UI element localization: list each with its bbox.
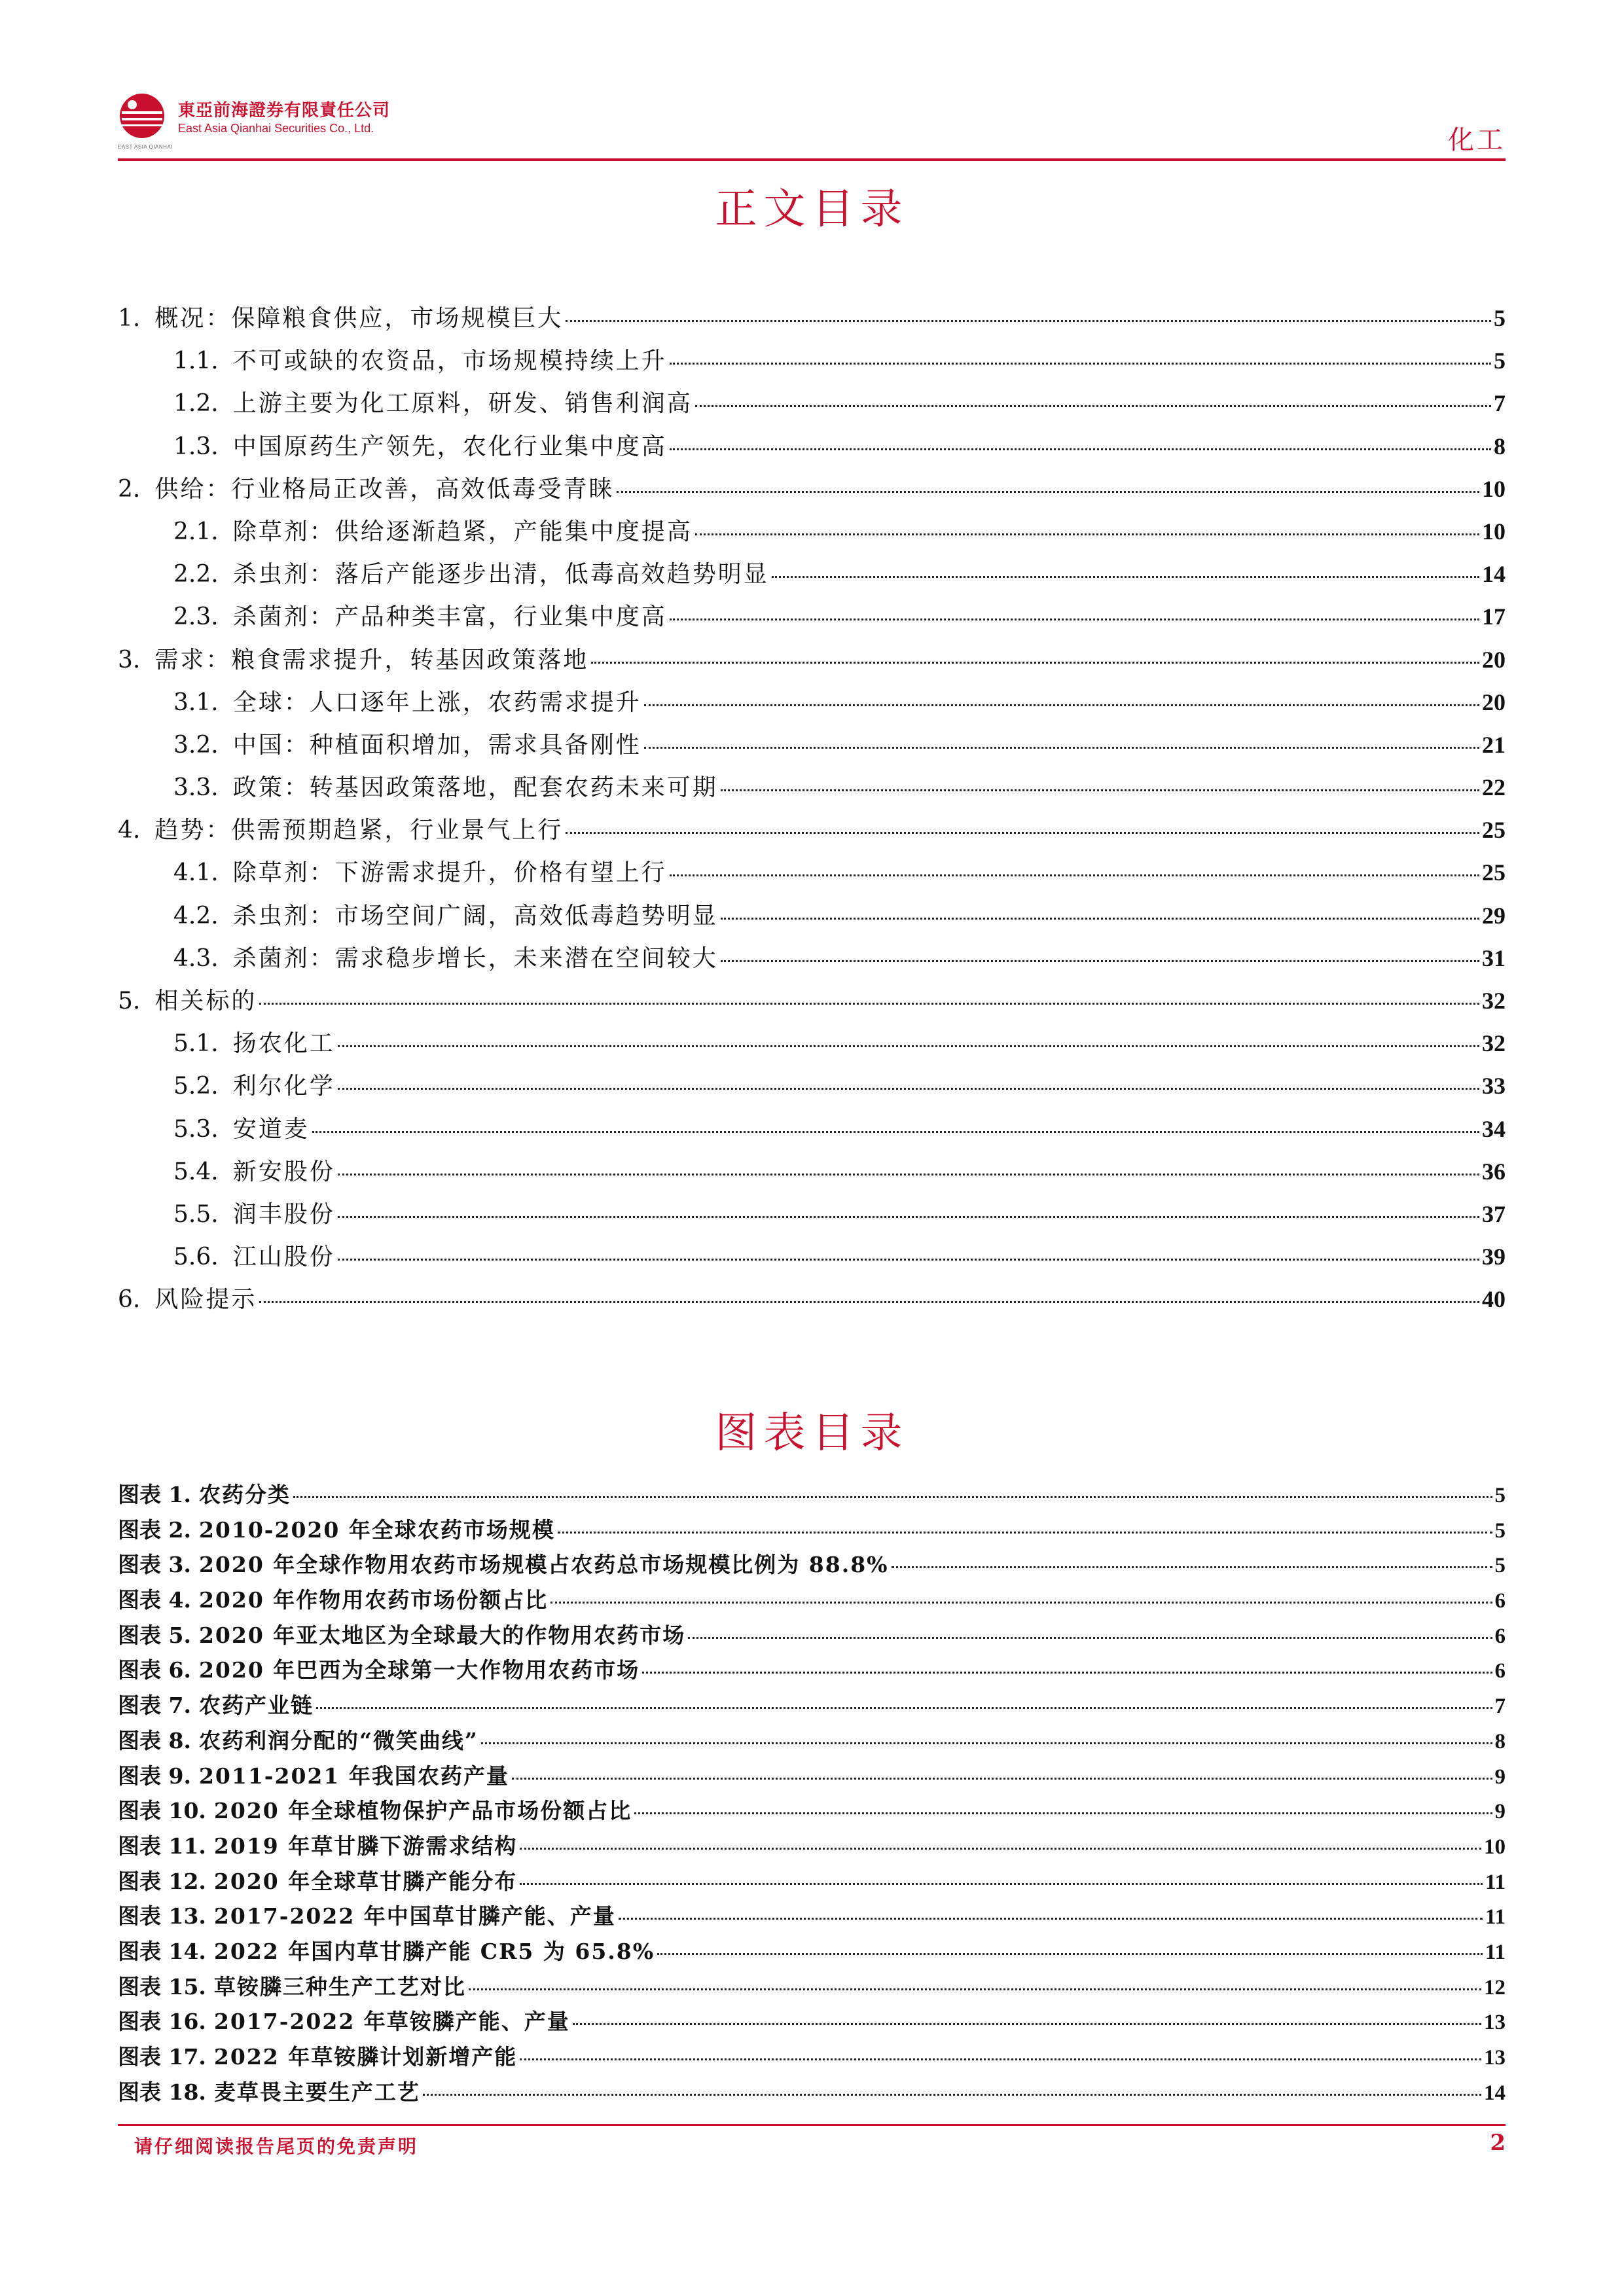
toc-entry-page: 10 <box>1482 518 1506 545</box>
figure-entry-label: 图表 17. <box>118 2044 206 2070</box>
dot-leader <box>423 2094 1481 2096</box>
toc-entry-number: 6. <box>118 1286 141 1314</box>
dot-leader <box>338 1045 1479 1047</box>
toc-entry-number: 1.1. <box>173 348 219 375</box>
toc-entry-number: 5.6. <box>173 1244 219 1271</box>
figure-entry-page: 5 <box>1494 1554 1506 1578</box>
figure-entry[interactable] <box>118 1689 1506 1724</box>
toc-entry-title: 扬农化工 <box>232 1030 335 1058</box>
toc-entry-title: 政策：转基因政策落地，配套农药未来可期 <box>232 774 718 802</box>
dot-leader <box>520 2058 1481 2060</box>
company-logo-icon <box>118 92 166 140</box>
figure-entry-page: 8 <box>1494 1729 1506 1753</box>
dot-leader <box>619 1918 1483 1920</box>
dot-leader <box>338 1174 1479 1175</box>
toc-entry-number: 4.1. <box>173 859 219 887</box>
toc-entry-number: 3.2. <box>173 731 219 759</box>
dot-leader <box>721 789 1479 791</box>
toc-entry[interactable] <box>118 1111 1506 1153</box>
toc-entry-title: 全球：人口逐年上涨，农药需求提升 <box>232 689 641 716</box>
toc-entry[interactable] <box>118 513 1506 556</box>
toc-entry-title: 润丰股份 <box>232 1200 335 1228</box>
figure-entry[interactable] <box>118 1513 1506 1549</box>
disclaimer-note: 请仔细阅读报告尾页的免责声明 <box>134 2136 419 2157</box>
figure-entry-title: 2020 年全球草甘膦产能分布 <box>213 1868 518 1894</box>
toc-entry[interactable] <box>118 556 1506 598</box>
toc-entry-title: 杀菌剂：需求稳步增长，未来潜在空间较大 <box>232 944 718 972</box>
toc-entry-title: 除草剂：供给逐渐趋紧，产能集中度提高 <box>232 518 693 545</box>
toc-entry-title: 趋势：供需预期趋紧，行业景气上行 <box>154 817 564 844</box>
figure-entry-title: 2022 年草铵膦计划新增产能 <box>213 2044 518 2070</box>
toc-entry-number: 2.3. <box>173 603 219 631</box>
dot-leader <box>338 1088 1479 1090</box>
figure-entry[interactable] <box>118 1935 1506 1970</box>
toc-entry-page: 22 <box>1482 774 1506 801</box>
toc-entry-page: 21 <box>1482 731 1506 758</box>
toc-entry-title: 新安股份 <box>232 1158 335 1185</box>
toc-entry-title: 江山股份 <box>232 1244 335 1271</box>
dot-leader <box>566 320 1491 322</box>
figure-entry[interactable] <box>118 1794 1506 1829</box>
dot-leader <box>695 533 1479 535</box>
dot-leader <box>520 1848 1481 1850</box>
toc-entry[interactable] <box>118 982 1506 1025</box>
toc-entry-page: 25 <box>1482 817 1506 844</box>
toc-entry[interactable] <box>118 641 1506 684</box>
figure-entry-label: 图表 8. <box>118 1727 191 1753</box>
toc-entry[interactable] <box>118 385 1506 427</box>
dot-leader <box>469 1988 1481 1990</box>
toc-entry[interactable] <box>118 726 1506 769</box>
figure-entry-page: 7 <box>1494 1695 1506 1719</box>
sector-label: 化工 <box>1448 125 1506 155</box>
figure-entry-title: 2010-2020 年全球农药市场规模 <box>198 1516 555 1543</box>
figure-entry-label: 图表 10. <box>118 1798 206 1824</box>
figure-entry-title: 2020 年全球植物保护产品市场份额占比 <box>213 1798 632 1824</box>
toc-entry-number: 5.1. <box>173 1030 219 1058</box>
toc-entry[interactable] <box>118 897 1506 940</box>
company-name-en: East Asia Qianhai Securities Co., Ltd. <box>178 122 374 135</box>
toc-entry-title: 杀菌剂：产品种类丰富，行业集中度高 <box>232 603 667 631</box>
toc-entry-page: 25 <box>1482 859 1506 886</box>
toc-entry-page: 20 <box>1482 646 1506 673</box>
figure-entry-title: 2017-2022 年中国草甘膦产能、产量 <box>213 1903 616 1929</box>
figure-entry-title: 2022 年国内草甘膦产能 CR5 为 65.8% <box>213 1938 655 1964</box>
toc-entry-page: 33 <box>1482 1073 1506 1100</box>
toc-entry-number: 5.4. <box>173 1158 219 1185</box>
toc-entry-number: 3.1. <box>173 689 219 716</box>
figure-entry-page: 10 <box>1484 1835 1506 1859</box>
toc-entry-number: 3.3. <box>173 774 219 802</box>
figure-entry-page: 6 <box>1494 1589 1506 1613</box>
figure-entry[interactable] <box>118 1619 1506 1654</box>
dot-leader <box>892 1566 1492 1568</box>
toc-entry-title: 中国原药生产领先，农化行业集中度高 <box>232 433 667 460</box>
toc-entry[interactable] <box>118 598 1506 641</box>
figure-entry-page: 13 <box>1484 2011 1506 2035</box>
figure-entry[interactable] <box>118 2005 1506 2040</box>
page-number: 2 <box>1490 2130 1506 2156</box>
dot-leader <box>721 960 1479 962</box>
dot-leader <box>558 1532 1492 1534</box>
toc-entry-page: 5 <box>1494 348 1506 374</box>
toc-entry-page: 8 <box>1494 433 1506 459</box>
figure-entry[interactable] <box>118 2040 1506 2075</box>
dot-leader <box>481 1742 1492 1744</box>
figure-entry-label: 图表 7. <box>118 1693 191 1719</box>
dot-leader <box>566 832 1479 834</box>
dot-leader <box>688 1637 1492 1639</box>
figure-entry[interactable] <box>118 1865 1506 1900</box>
figure-entry-label: 图表 15. <box>118 1973 206 2000</box>
figure-entry-page: 5 <box>1494 1518 1506 1543</box>
figure-entry-label: 图表 16. <box>118 2009 206 2035</box>
figure-entry-page: 13 <box>1484 2046 1506 2070</box>
toc-entry-title: 中国：种植面积增加，需求具备刚性 <box>232 731 641 759</box>
toc-entry-number: 5.5. <box>173 1200 219 1228</box>
figure-entry-page: 5 <box>1494 1484 1506 1507</box>
toc-entry[interactable] <box>118 342 1506 385</box>
figure-entry[interactable] <box>118 1478 1506 1513</box>
figure-entry-page: 9 <box>1494 1800 1506 1824</box>
dot-leader <box>644 704 1479 706</box>
figure-entry[interactable] <box>118 1724 1506 1759</box>
toc-entry[interactable] <box>118 1153 1506 1196</box>
figure-entry-label: 图表 18. <box>118 2079 206 2105</box>
toc-entry-title: 上游主要为化工原料，研发、销售利润高 <box>232 390 693 418</box>
toc-entry-page: 29 <box>1482 902 1506 929</box>
toc-title: 正文目录 <box>715 185 909 234</box>
toc-entry-title: 杀虫剂：落后产能逐步出清，低毒高效趋势明显 <box>232 561 769 588</box>
toc-entry-number: 4.2. <box>173 902 219 929</box>
toc-entry-number: 4. <box>118 817 141 844</box>
toc-entry-number: 2.2. <box>173 561 219 588</box>
figure-entry-title: 农药利润分配的“微笑曲线” <box>198 1727 478 1753</box>
page-header <box>118 92 1506 164</box>
toc-entry[interactable] <box>118 684 1506 726</box>
toc-entry-number: 2. <box>118 475 141 503</box>
figure-entry[interactable] <box>118 1653 1506 1689</box>
toc-entry[interactable] <box>118 1238 1506 1281</box>
toc-entry-number: 2.1. <box>173 518 219 545</box>
toc-entry-page: 5 <box>1494 305 1506 331</box>
figure-entry-page: 11 <box>1485 1905 1506 1929</box>
figure-entry-page: 11 <box>1485 1940 1506 1964</box>
toc-entry[interactable] <box>118 1025 1506 1067</box>
figure-entry[interactable] <box>118 1970 1506 2005</box>
dot-leader <box>670 448 1491 450</box>
toc-entry-page: 37 <box>1482 1200 1506 1227</box>
figure-entry-label: 图表 11. <box>118 1833 206 1859</box>
toc-entry-page: 31 <box>1482 944 1506 971</box>
toc-entry[interactable] <box>118 854 1506 897</box>
figures-title: 图表目录 <box>715 1409 909 1458</box>
company-name-cn: 東亞前海證券有限責任公司 <box>178 101 391 120</box>
toc-entry-page: 36 <box>1482 1158 1506 1185</box>
figure-entry-label: 图表 13. <box>118 1903 206 1929</box>
figure-entry-title: 农药分类 <box>198 1482 291 1507</box>
toc-entry-page: 32 <box>1482 988 1506 1014</box>
figure-entry-page: 11 <box>1485 1870 1506 1894</box>
toc-entry[interactable] <box>118 769 1506 812</box>
dot-leader <box>617 491 1479 493</box>
dot-leader <box>338 1216 1479 1218</box>
dot-leader <box>634 1812 1492 1814</box>
dot-leader <box>259 1301 1479 1303</box>
figure-entry-label: 图表 2. <box>118 1516 191 1543</box>
dot-leader <box>670 363 1491 365</box>
figure-entry-label: 图表 9. <box>118 1763 191 1789</box>
figure-entry-page: 6 <box>1494 1659 1506 1683</box>
figure-entry-title: 2017-2022 年草铵膦产能、产量 <box>213 2009 570 2035</box>
figure-entry-label: 图表 5. <box>118 1622 191 1648</box>
toc-entry[interactable] <box>118 300 1506 342</box>
dot-leader <box>644 747 1479 749</box>
figure-entry-title: 草铵膦三种生产工艺对比 <box>213 1973 466 2000</box>
toc-entry[interactable] <box>118 1281 1506 1323</box>
toc-entry-number: 4.3. <box>173 944 219 972</box>
dot-leader <box>657 1953 1483 1955</box>
figure-entry-page: 6 <box>1494 1624 1506 1648</box>
dot-leader <box>670 619 1479 620</box>
figure-entry-label: 图表 12. <box>118 1868 206 1894</box>
figure-entry[interactable] <box>118 1829 1506 1865</box>
toc-entry-page: 10 <box>1482 475 1506 502</box>
dot-leader <box>512 1778 1492 1780</box>
toc-entry-page: 34 <box>1482 1115 1506 1142</box>
dot-leader <box>670 874 1479 876</box>
toc-entry-title: 需求：粮食需求提升，转基因政策落地 <box>154 646 589 673</box>
dot-leader <box>695 405 1491 407</box>
toc-entry-title: 风险提示 <box>154 1286 257 1314</box>
figure-entry-title: 2020 年全球作物用农药市场规模占农药总市场规模比例为 88.8% <box>198 1552 889 1578</box>
dot-leader <box>259 1003 1479 1005</box>
header-divider <box>118 158 1506 161</box>
toc-entry-number: 5.2. <box>173 1073 219 1100</box>
figure-entry-page: 12 <box>1484 1975 1506 2000</box>
toc-entry-number: 1. <box>118 305 141 332</box>
figure-entry-label: 图表 1. <box>118 1482 191 1507</box>
toc-entry-number: 3. <box>118 646 141 673</box>
dot-leader <box>520 1883 1483 1885</box>
toc-entry-title: 杀虫剂：市场空间广阔，高效低毒趋势明显 <box>232 902 718 929</box>
dot-leader <box>591 662 1479 664</box>
toc-entry-title: 概况：保障粮食供应，市场规模巨大 <box>154 305 564 332</box>
figure-entry[interactable] <box>118 1548 1506 1583</box>
figures-list <box>118 1478 1506 2110</box>
toc-entry[interactable] <box>118 1067 1506 1110</box>
dot-leader <box>642 1672 1492 1674</box>
figure-entry-title: 2020 年亚太地区为全球最大的作物用农药市场 <box>198 1622 686 1648</box>
dot-leader <box>721 918 1479 920</box>
figure-entry-page: 14 <box>1484 2081 1506 2105</box>
toc-entry[interactable] <box>118 812 1506 854</box>
dot-leader <box>312 1131 1479 1133</box>
figure-entry-title: 2020 年作物用农药市场份额占比 <box>198 1587 549 1613</box>
toc-entry-title: 利尔化学 <box>232 1073 335 1100</box>
figure-entry-label: 图表 6. <box>118 1657 191 1683</box>
toc-entry-title: 不可或缺的农资品，市场规模持续上升 <box>232 348 667 375</box>
logo-subtext: EAST ASIA QIANHAI <box>118 144 173 150</box>
dot-leader <box>293 1496 1492 1498</box>
toc-entry-title: 相关标的 <box>154 988 257 1014</box>
toc-entry-page: 7 <box>1494 390 1506 417</box>
figure-entry-label: 图表 4. <box>118 1587 191 1613</box>
figure-entry-title: 2011-2021 年我国农药产量 <box>198 1763 509 1789</box>
toc-entry-number: 1.2. <box>173 390 219 418</box>
figure-entry-label: 图表 3. <box>118 1552 191 1578</box>
figure-entry-title: 2019 年草甘膦下游需求结构 <box>213 1833 518 1859</box>
toc-entry-page: 40 <box>1482 1286 1506 1313</box>
figure-entry-title: 麦草畏主要生产工艺 <box>213 2079 420 2105</box>
toc-entry-number: 1.3. <box>173 433 219 460</box>
toc-entry[interactable] <box>118 428 1506 471</box>
toc-entry[interactable] <box>118 940 1506 982</box>
toc-entry-page: 17 <box>1482 603 1506 630</box>
figure-entry[interactable] <box>118 1583 1506 1619</box>
toc-entry-title: 除草剂：下游需求提升，价格有望上行 <box>232 859 667 887</box>
dot-leader <box>338 1259 1479 1261</box>
dot-leader <box>550 1602 1492 1604</box>
toc-entry-page: 39 <box>1482 1244 1506 1270</box>
figure-entry[interactable] <box>118 1899 1506 1935</box>
toc-entry-number: 5.3. <box>173 1115 219 1143</box>
toc-entry-page: 20 <box>1482 689 1506 715</box>
dot-leader <box>573 2023 1481 2025</box>
footer-divider <box>118 2124 1506 2126</box>
dot-leader <box>316 1707 1492 1709</box>
toc-entry[interactable] <box>118 1196 1506 1238</box>
figure-entry[interactable] <box>118 2075 1506 2111</box>
dot-leader <box>772 576 1479 578</box>
figure-entry-title: 2020 年巴西为全球第一大作物用农药市场 <box>198 1657 640 1683</box>
toc-list <box>118 300 1506 1324</box>
toc-entry[interactable] <box>118 471 1506 513</box>
figure-entry-label: 图表 14. <box>118 1938 206 1964</box>
figure-entry-page: 9 <box>1494 1765 1506 1789</box>
toc-entry-number: 5. <box>118 988 141 1014</box>
toc-entry-title: 供给：行业格局正改善，高效低毒受青睐 <box>154 475 615 503</box>
figure-entry[interactable] <box>118 1759 1506 1795</box>
toc-entry-page: 32 <box>1482 1030 1506 1057</box>
toc-entry-page: 14 <box>1482 561 1506 588</box>
toc-entry-title: 安道麦 <box>232 1115 310 1143</box>
figure-entry-title: 农药产业链 <box>198 1693 314 1719</box>
